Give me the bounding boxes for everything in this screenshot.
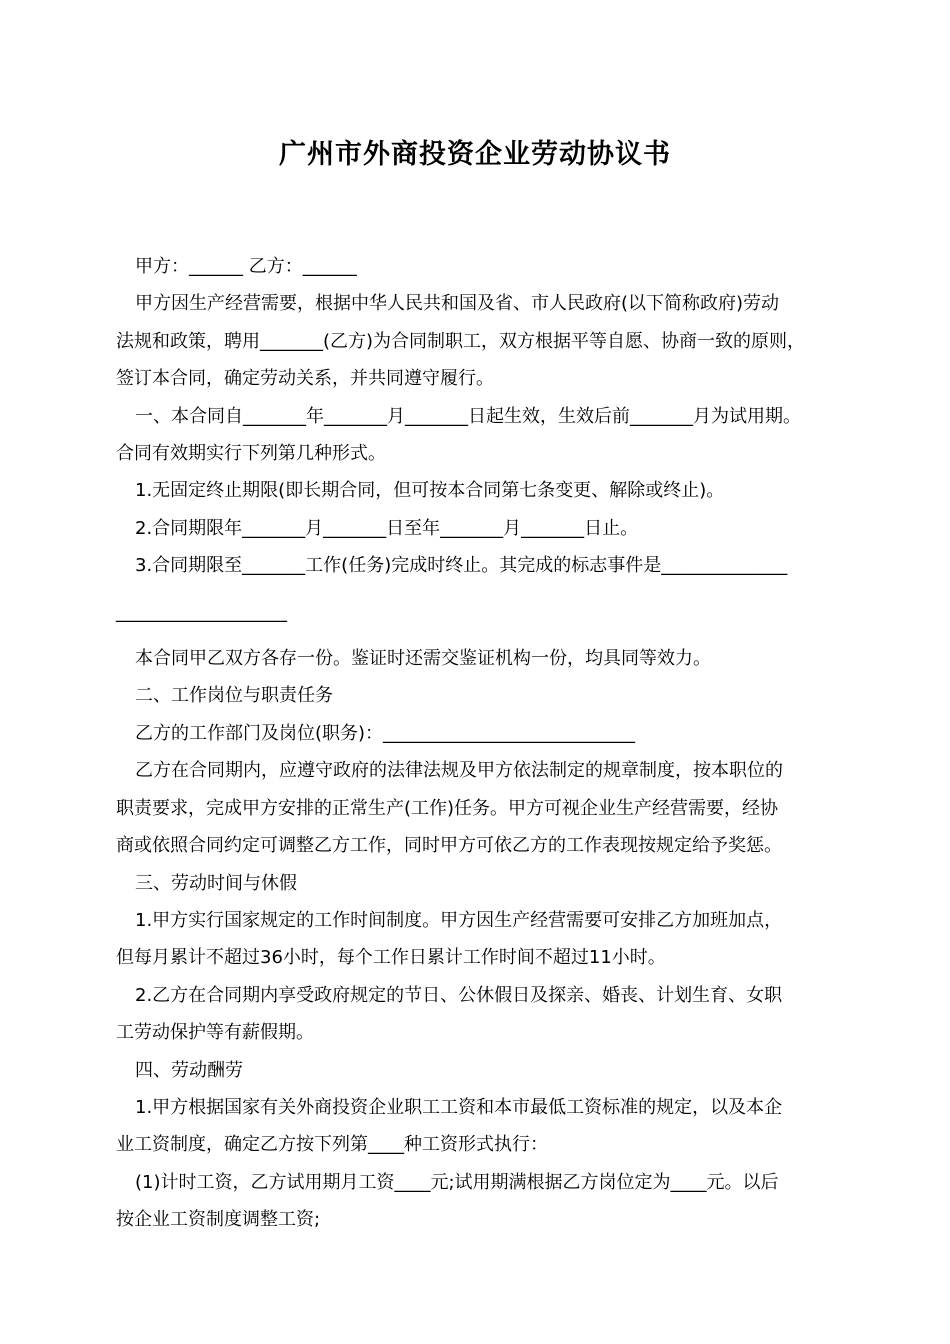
document-body: [116, 248, 851, 1239]
clause-1-line-1: 一、本合同自_______年_______月_______日起生效，生效后前_______月为试用期。: [135, 405, 801, 427]
section-4-heading: 四、劳动酬劳: [135, 1059, 243, 1081]
parties-line: 甲方：______ 乙方：______: [135, 256, 357, 277]
preamble-line-2: 法规和政策，聘用_______(乙方)为合同制职工，双方根据平等自愿、协商一致的原则，: [116, 330, 806, 352]
clause-1-line-2: 合同有效期实行下列第几种形式。: [116, 443, 386, 465]
preamble-line-1: 甲方因生产经营需要，根据中华人民共和国及省、市人民政府(以下简称政府)劳动: [135, 293, 780, 315]
work-position-line: 乙方的工作部门及岗位(职务)：____________________________: [135, 722, 636, 744]
preamble-line-3: 签订本合同，确定劳动关系，并共同遵守履行。: [116, 368, 494, 390]
clause-1-item-2: 2.合同期限年_______月_______日至年_______月_______日止。: [135, 517, 639, 539]
section-4-item-1-line-1: 1.甲方根据国家有关外商投资企业职工工资和本市最低工资标准的规定，以及本企: [135, 1096, 783, 1118]
section-4-item-1-line-2: 业工资制度，确定乙方按下列第____种工资形式执行：: [116, 1134, 548, 1156]
section-4-sub-1-line-1: (1)计时工资，乙方试用期月工资____元;试用期满根据乙方岗位定为____元。以后: [135, 1171, 779, 1193]
section-2-para-line-2: 职责要求，完成甲方安排的正常生产(工作)任务。甲方可视企业生产经营需要，经协: [116, 797, 779, 819]
section-3-item-1-line-1: 1.甲方实行国家规定的工作时间制度。甲方因生产经营需要可安排乙方加班加点，: [135, 909, 783, 931]
document-title: 广州市外商投资企业劳动协议书: [279, 139, 671, 170]
section-4-sub-1-line-2: 按企业工资制度调整工资;: [116, 1209, 321, 1231]
section-3-heading: 三、劳动时间与休假: [135, 872, 297, 894]
clause-1-item-3-continuation: ___________________: [116, 601, 287, 623]
section-3-item-2-line-1: 2.乙方在合同期内享受政府规定的节日、公休假日及探亲、婚丧、计划生育、女职: [135, 984, 783, 1006]
section-3-item-1-line-2: 但每月累计不超过36小时，每个工作日累计工作时间不超过11小时。: [116, 947, 666, 969]
section-2-para-line-1: 乙方在合同期内，应遵守政府的法律法规及甲方依法制定的规章制度，按本职位的: [135, 760, 783, 782]
section-2-heading: 二、工作岗位与职责任务: [135, 685, 333, 707]
copies-note: 本合同甲乙双方各存一份。鉴证时还需交鉴证机构一份，均具同等效力。: [135, 648, 711, 670]
clause-1-item-3: 3.合同期限至_______工作(任务)完成时终止。其完成的标志事件是______________: [135, 555, 788, 577]
clause-1-item-1: 1.无固定终止期限(即长期合同，但可按本合同第七条变更、解除或终止)。: [135, 480, 725, 502]
section-2-para-line-3: 商或依照合同约定可调整乙方工作，同时甲方可依乙方的工作表现按规定给予奖惩。: [116, 835, 782, 857]
section-3-item-2-line-2: 工劳动保护等有薪假期。: [116, 1022, 314, 1044]
